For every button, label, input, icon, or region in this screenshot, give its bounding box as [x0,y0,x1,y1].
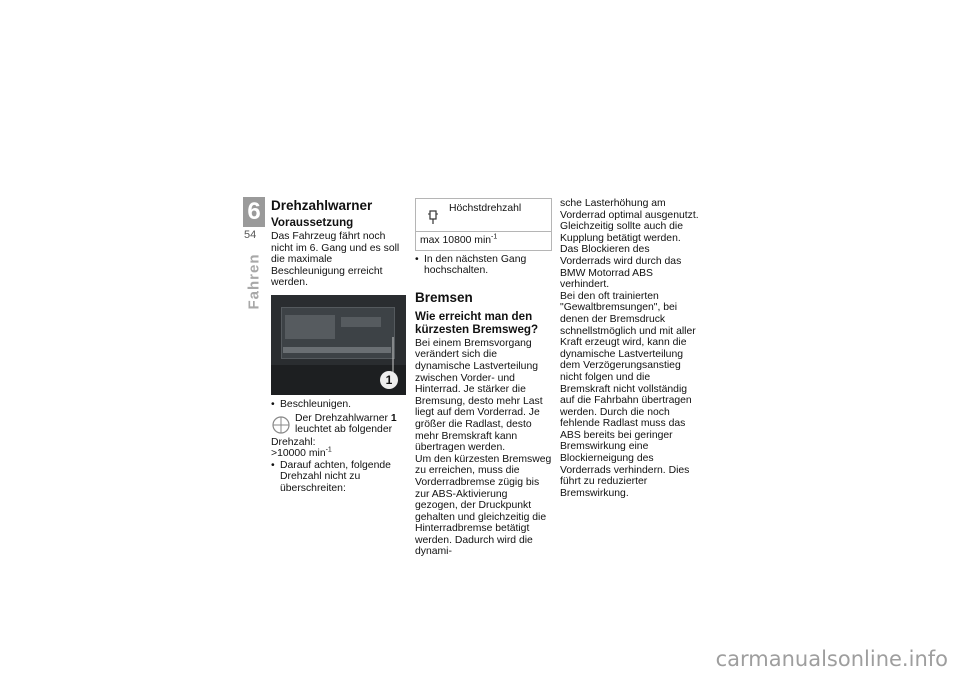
callout-number-1: 1 [380,371,398,389]
chapter-number-tab: 6 [243,197,265,227]
max-rpm-box-title: Höchstdrehzahl [449,203,522,214]
rpm-label: Drehzahl: [271,436,316,448]
note-number: 1 [390,412,397,424]
bullet-do-not-exceed: • Darauf achten, folgende Drehzahl nicht zu überschreiten: [271,460,406,495]
speed-readout [285,315,335,339]
max-rpm-box [415,198,552,251]
rpm-threshold-exponent: -1 [325,446,332,454]
gear-readout [341,317,381,327]
watermark: carmanualsonline.info [715,647,948,671]
rpm-threshold-value: >10000 min [271,448,326,460]
note-prefix: Der Drehzahlwarner [295,412,391,424]
rpm-warner-icon [271,415,291,435]
instrument-cluster-figure [271,295,406,395]
max-rpm-box-value [416,232,551,250]
rpm-threshold [271,448,406,460]
max-rpm-exponent: -1 [491,233,498,241]
page-number: 54 [244,229,257,241]
brakes-paragraph-4: Das Blockieren des Vorderrads wird durch das BMW Motorrad ABS verhindert. [560,244,682,291]
chapter-side-title: Fahren [245,253,263,310]
section-heading-rpm-warner: Drehzahlwarner [271,198,373,213]
brakes-paragraph-2: Um den kürzesten Bremsweg zu erreichen, muss die Vorderradbremse zügig bis zur ABS-Aktivierung gezogen, der Druckpunkt gehalten und gleichzeitig die Hinterradbremse betätigt werden. Dadurch wird die dynami- [415,453,552,558]
subheading-prerequisite: Voraussetzung [271,216,354,229]
brakes-paragraph-5: Bei den oft trainierten "Gewaltbremsungen", bei denen der Bremsdruck schnellstmöglich und mit aller Kraft erzeugt wird, kann die dynamische Lastverteilung dem Verzögerungsanstieg nicht folgen und die Bremskraft nicht vollständig auf die Fahrbahn übertragen werden. Durch die noch fehlende Radlast muss das ABS bereits bei geringer Bremswirkung eine Blockierneigung des Vorderrads verhindern. Dies führt zu reduzierter Bremswirkung. [560,290,696,499]
section-heading-brakes: Bremsen [415,289,473,305]
engine-speed-icon [426,209,440,225]
column-1 [271,198,406,495]
subheading-shortest-stopping-distance: Wie erreicht man den kürzesten Bremsweg? [415,309,539,336]
rpm-warner-note [271,413,406,437]
bullet-accelerate: • Beschleunigen. [271,399,406,411]
column-3 [560,198,700,499]
max-rpm-value: max 10800 min [420,235,492,246]
brakes-paragraph-1: Bei einem Bremsvorgang verändert sich die dynamische Lastverteilung zwischen Vorder- und Hinterrad. Je stärker die Bremsung, desto mehr Last liegt auf dem Vorderrad. Je größer die Radlast, desto mehr Bremskraft kann übertragen werden. [415,337,543,454]
brakes-paragraph-3: sche Lasterhöhung am Vorderrad optimal ausgenutzt. Gleichzeitig sollte auch die Kupplung betätigt werden. [560,198,699,244]
column-2 [415,198,552,558]
prerequisite-text: Das Fahrzeug fährt noch nicht im 6. Gang und es soll die maximale Beschleunigung erreicht werden. [271,231,400,289]
note-suffix: leuchtet ab folgender [295,424,393,436]
rev-scale-bar [283,347,391,353]
max-rpm-box-header [416,199,551,232]
bullet-upshift: • In den nächsten Gang hochschalten. [415,254,552,277]
